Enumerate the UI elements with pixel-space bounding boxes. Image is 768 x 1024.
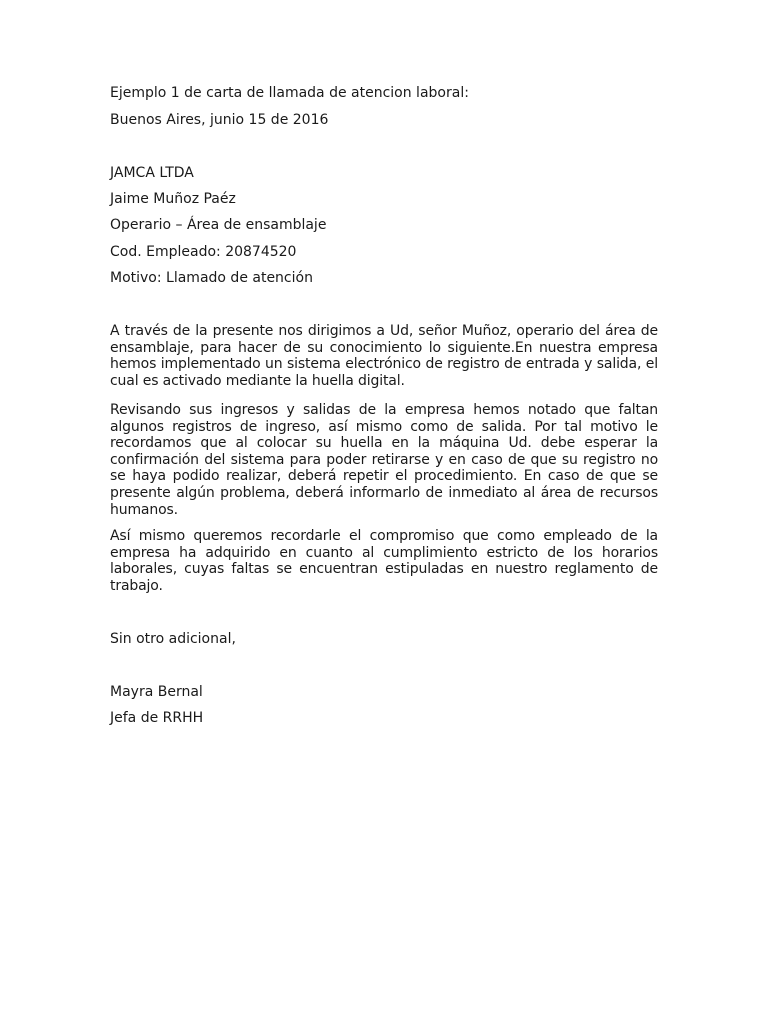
recipient-company: JAMCA LTDA [110,165,194,181]
letter-page [110,0,658,1024]
letter-title: Ejemplo 1 de carta de llamada de atencion laboral: [110,85,469,101]
body-paragraph-3: Así mismo queremos recordarle el compromiso que como empleado de la empresa ha adquirido en cuanto al cumplimiento estricto de los horarios laborales, cuyas faltas se encuentran estipuladas en nuestro reglamento de trabajo. [110,528,658,594]
letter-subject: Motivo: Llamado de atención [110,270,313,286]
body-paragraph-2: Revisando sus ingresos y salidas de la empresa hemos notado que faltan algunos registros de ingreso, así mismo como de salida. Por tal motivo le recordamos que al colocar su huella en la máquina Ud. debe esperar la confirmación del sistema para poder retirarse y en caso de que su registro no se haya podido realizar, deberá repetir el procedimiento. En caso de que se presente algún problema, deberá informarlo de inmediato al área de recursos humanos. [110,402,658,518]
body-paragraph-1: A través de la presente nos dirigimos a Ud, señor Muñoz, operario del área de ensamblaje, para hacer de su conocimiento lo siguiente.En nuestra empresa hemos implementado un sistema electrónico de registro de entrada y salida, el cual es activado mediante la huella digital. [110,323,658,389]
signature-title: Jefa de RRHH [110,710,204,726]
recipient-position: Operario – Área de ensamblaje [110,217,327,233]
signature-name: Mayra Bernal [110,684,203,700]
letter-date: Buenos Aires, junio 15 de 2016 [110,112,329,128]
recipient-employee-code: Cod. Empleado: 20874520 [110,244,297,260]
letter-closing: Sin otro adicional, [110,631,236,647]
recipient-name: Jaime Muñoz Paéz [110,191,236,207]
